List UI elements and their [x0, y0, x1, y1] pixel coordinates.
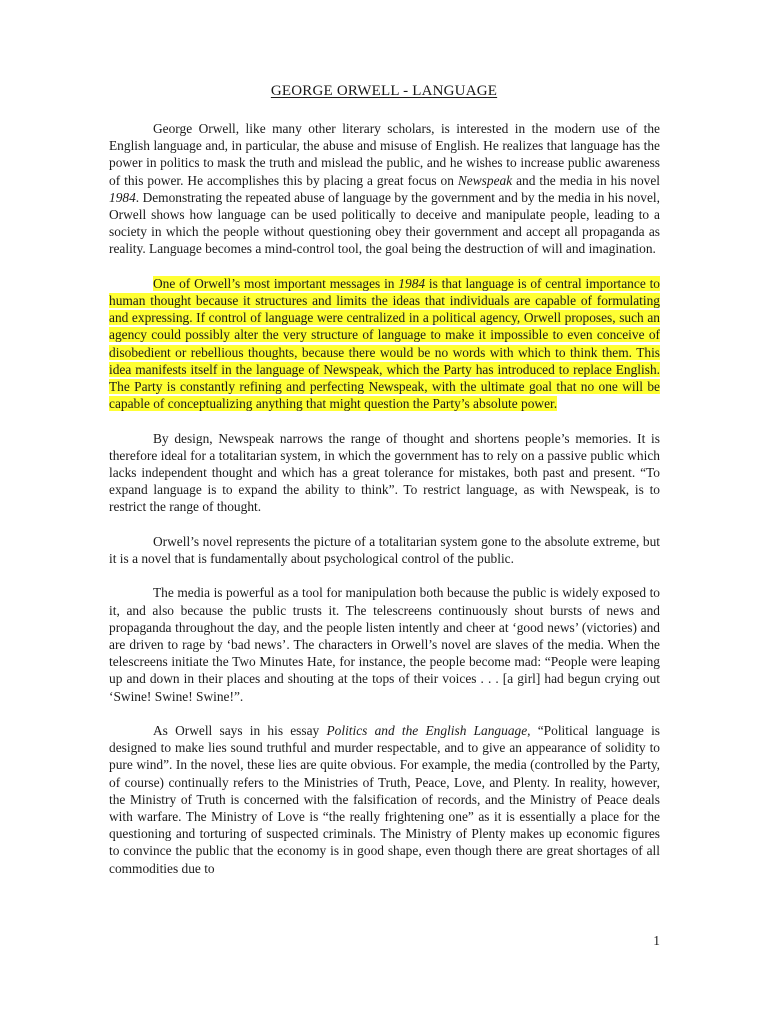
page-number: 1	[653, 933, 660, 948]
paragraph-2-highlight	[109, 276, 660, 411]
paragraph-4: Orwell’s novel represents the picture of a totalitarian system gone to the absolute extreme, but it is a novel that is fundamentally about psychological control of the public.	[109, 533, 660, 567]
paragraph-1-italic-1984: 1984	[109, 189, 136, 205]
paragraph-3: By design, Newspeak narrows the range of thought and shortens people’s memories. It is therefore ideal for a totalitarian system, in which the government has to rely on a passive public which lacks independent thought and which has a great tolerance for mistakes, both past and present. “To expand language is to expand the ability to think”. To restrict language, as with Newspeak, is to restrict the range of thought.	[109, 430, 660, 515]
paragraph-5: The media is powerful as a tool for manipulation both because the public is widely exposed to it, and also because the public trusts it. The telescreens continuously shout bursts of news and propaganda throughout the day, and the people listen intently and cheer at ‘good news’ (victories) and are driven to rage by ‘bad news’. The characters in Orwell’s novel are slaves of the media. When the telescreens initiate the Two Minutes Hate, for instance, the people become mad: “People were leaping up and down in their places and shouting at the tops of their voices . . . [a girl] had begun crying out ‘Swine! Swine! Swine!”.	[109, 585, 660, 704]
paragraph-2-text-a: One of Orwell’s most important messages in	[153, 275, 399, 291]
paragraph-2-highlighted	[109, 275, 660, 413]
paragraph-1	[109, 120, 660, 258]
paragraph-1-text-c: and the media in his novel	[512, 172, 660, 188]
paragraph-1-text-a: George Orwell, like many other literary scholars, is interested in the modern use of the English language and, in particular, the abuse and misuse of English. He realizes that language has the power in politics to mask the truth and mislead the public, and he wishes to increase public awareness of this power. He accomplishes this by placing a great focus on	[109, 121, 660, 188]
paragraph-6-italic-essay-title: Politics and the English Language	[326, 723, 528, 739]
paragraph-2-text-c: is that language is of central importance to human thought because it structures and limits the ideas that individuals are capable of formulating and expressing. If control of language were centralized in a political agency, Orwell proposes, such an agency could possibly alter the very structure of language to make it impossible to even conceive of disobedient or rebellious thoughts, because there would be no words with which to think them. This idea manifests itself in the language of Newspeak, which the Party has introduced to replace English. The Party is constantly refining and perfecting Newspeak, with the ultimate goal that no one will be capable of conceptualizing anything that might question the Party’s absolute power.	[109, 275, 660, 412]
paragraph-1-text-e: . Demonstrating the repeated abuse of language by the government and by the media in his novel, Orwell shows how language can be used politically to deceive and manipulate people, leading to a society in which the people without questioning obey their government and accept all propaganda as reality. Language becomes a mind-control tool, the goal being the destruction of will and imagination.	[109, 189, 660, 257]
document-title: GEORGE ORWELL - LANGUAGE	[270, 83, 498, 99]
paragraph-6-text-c: , “Political language is designed to make lies sound truthful and murder respectable, and to give an appearance of solidity to pure wind”. In the novel, these lies are quite obvious. For example, the media (controlled by the Party, of course) continually refers to the Ministries of Truth, Peace, Love, and Plenty. In reality, however, the Ministry of Truth is concerned with the falsification of records, and the Ministry of Peace deals with warfare. The Ministry of Love is “the really frightening one” as it is essentially a place for the questioning and torturing of suspected criminals. The Ministry of Plenty makes up economic figures to convince the public that the economy is in good shape, even though there are great shortages of all commodities due to	[109, 723, 661, 876]
paragraph-1-italic-newspeak: Newspeak	[457, 172, 513, 188]
document-body	[109, 120, 660, 894]
paragraph-2-italic-1984: 1984	[398, 275, 426, 291]
paragraph-6	[109, 722, 660, 877]
paragraph-6-text-a: As Orwell says in his essay	[153, 723, 327, 739]
